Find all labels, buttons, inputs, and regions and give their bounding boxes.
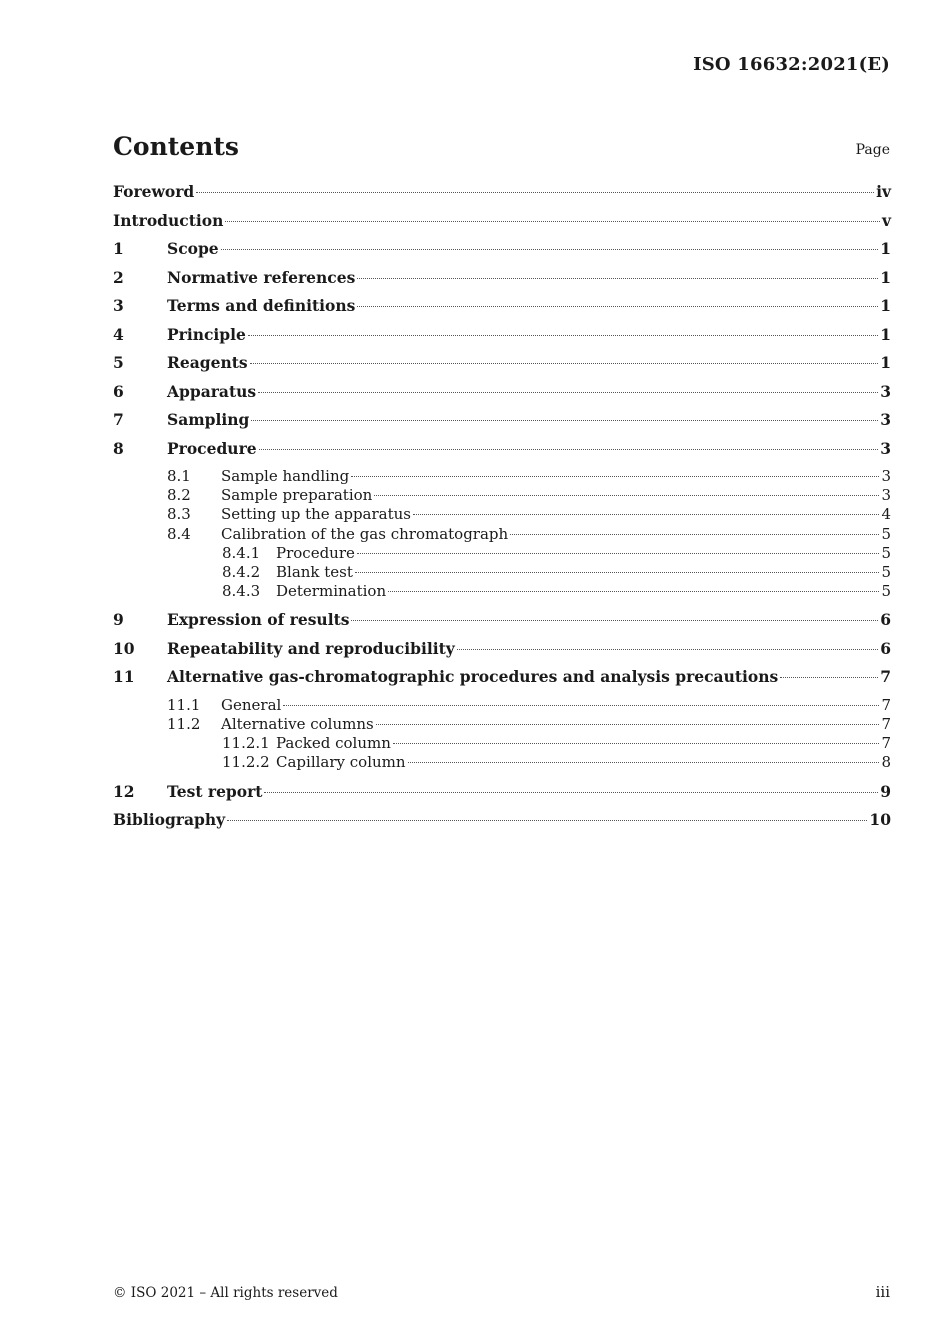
dot-leader — [351, 476, 879, 477]
dot-leader — [388, 591, 879, 592]
toc-entry-page[interactable]: 3 — [880, 381, 891, 401]
toc-entry[interactable] — [113, 467, 891, 486]
toc-entry-page[interactable]: 1 — [880, 267, 891, 287]
toc-entry-page[interactable]: v — [881, 210, 891, 230]
dot-leader — [225, 221, 880, 222]
toc-entry-page[interactable]: 7 — [881, 715, 891, 733]
toc-entry[interactable] — [113, 696, 891, 715]
toc-entry-title[interactable]: Bibliography — [113, 810, 226, 830]
toc-entry[interactable] — [113, 211, 891, 240]
toc-entry-page[interactable]: 1 — [880, 239, 891, 258]
toc-entry-page[interactable]: 5 — [881, 543, 891, 562]
dot-leader — [357, 306, 878, 307]
dot-leader — [408, 762, 880, 763]
toc-entry[interactable] — [113, 734, 891, 753]
toc-entry-page[interactable]: 3 — [880, 410, 891, 429]
dot-leader — [457, 649, 878, 650]
toc-entry-title[interactable]: Blank test — [276, 562, 353, 581]
toc-entry-title[interactable]: Determination — [276, 582, 387, 601]
dot-leader — [259, 449, 879, 450]
toc-entry[interactable] — [113, 182, 891, 211]
dot-leader — [357, 278, 878, 279]
toc-entry[interactable] — [113, 610, 891, 639]
toc-entry-title[interactable]: Introduction — [113, 210, 224, 230]
toc-entry[interactable] — [113, 382, 891, 411]
dot-leader — [351, 620, 878, 621]
toc-entry[interactable] — [113, 239, 891, 268]
toc-entry-page[interactable]: 1 — [880, 296, 891, 315]
toc-heading: Contents — [113, 132, 240, 161]
toc-entry-title[interactable]: Sample preparation — [221, 486, 373, 505]
toc-entry-number: 4 — [113, 324, 124, 344]
toc-entry-title[interactable]: Expression of results — [167, 610, 350, 630]
dot-leader — [196, 192, 874, 193]
toc-entry[interactable] — [113, 810, 891, 839]
toc-entry-page[interactable]: iv — [876, 182, 891, 201]
toc-entry-number: 11.2.1 — [222, 734, 270, 753]
toc-entry-title[interactable]: Capillary column — [276, 753, 406, 772]
toc-entry[interactable] — [113, 563, 891, 582]
toc-entry-number: 8.4.3 — [222, 582, 261, 601]
toc-entry-number: 11 — [113, 667, 135, 687]
dot-leader — [258, 392, 878, 393]
toc-entry-number: 9 — [113, 610, 124, 630]
toc-entry-title[interactable]: Alternative gas-chromatographic procedures and analysis precautions — [167, 667, 779, 687]
toc-entry-title[interactable]: Reagents — [167, 353, 248, 372]
toc-entry-page[interactable]: 7 — [881, 734, 891, 753]
toc-entry-number: 12 — [113, 781, 135, 801]
toc-entry-number: 10 — [113, 638, 135, 658]
dot-leader — [221, 249, 879, 250]
page-column-label: Page — [855, 142, 890, 158]
toc-entry-page[interactable]: 7 — [881, 695, 891, 714]
toc-entry-number: 8.2 — [167, 486, 191, 505]
toc-entry-title[interactable]: Setting up the apparatus — [221, 505, 411, 524]
document-id: ISO 16632:2021(E) — [693, 54, 890, 75]
dot-leader — [250, 363, 879, 364]
toc-entry-page[interactable]: 10 — [869, 810, 891, 830]
dot-leader — [376, 724, 880, 725]
toc-entry-title[interactable]: Sample handling — [221, 467, 350, 485]
toc-entry[interactable] — [113, 639, 891, 668]
toc-entry-number: 11.2.2 — [222, 753, 270, 772]
dot-leader — [510, 534, 879, 535]
toc-entry-title[interactable]: Packed column — [276, 734, 391, 753]
toc-entry-number: 8.1 — [167, 467, 191, 485]
dot-leader — [283, 705, 879, 706]
toc-entry-page[interactable]: 8 — [881, 753, 891, 772]
toc-entry[interactable] — [113, 353, 891, 382]
toc-entry[interactable] — [113, 544, 891, 563]
dot-leader — [357, 553, 880, 554]
toc-entry-page[interactable]: 6 — [880, 638, 891, 658]
toc-entry-title[interactable]: Terms and definitions — [167, 296, 356, 315]
toc-entry-title[interactable]: Foreword — [113, 182, 195, 201]
toc-entry-number: 6 — [113, 381, 124, 401]
dot-leader — [251, 420, 878, 421]
dot-leader — [780, 677, 878, 678]
toc-entry[interactable] — [113, 410, 891, 439]
toc-entry-title[interactable]: Procedure — [167, 438, 257, 458]
toc-entry[interactable] — [113, 325, 891, 354]
toc-entry-number: 11.2 — [167, 715, 201, 733]
toc-entry-page[interactable]: 1 — [880, 353, 891, 372]
toc-entry-number: 7 — [113, 410, 124, 429]
toc-entry-title[interactable]: General — [221, 695, 282, 714]
toc-entry-number: 2 — [113, 267, 124, 287]
dot-leader — [374, 495, 879, 496]
toc-entry-page[interactable]: 3 — [880, 438, 891, 458]
toc-entry-title[interactable]: Test report — [167, 781, 263, 801]
toc-entry-title[interactable]: Sampling — [167, 410, 250, 429]
toc-entry-number: 8 — [113, 438, 124, 458]
toc-entry-page[interactable]: 3 — [881, 486, 891, 505]
toc-entry-number: 8.4 — [167, 524, 191, 543]
toc-entry-number: 3 — [113, 296, 124, 315]
toc-entry-page[interactable]: 5 — [881, 562, 891, 581]
toc-entry-number: 1 — [113, 239, 124, 258]
toc-entry[interactable] — [113, 525, 891, 544]
toc-entry-number: 8.4.1 — [222, 543, 261, 562]
toc-entry[interactable] — [113, 486, 891, 505]
toc-entry-number: 11.1 — [167, 695, 201, 714]
toc-entry-title[interactable]: Scope — [167, 239, 219, 258]
dot-leader — [413, 514, 879, 515]
toc-entry[interactable] — [113, 296, 891, 325]
toc-entry[interactable] — [113, 505, 891, 524]
toc-entry-title[interactable]: Apparatus — [167, 381, 257, 401]
toc-entry-number: 5 — [113, 353, 124, 372]
toc-entry[interactable] — [113, 268, 891, 297]
toc-entry-page[interactable]: 5 — [881, 524, 891, 543]
toc-entry-title[interactable]: Principle — [167, 324, 246, 344]
toc-entry-page[interactable]: 1 — [880, 324, 891, 344]
toc-entry-page[interactable]: 5 — [881, 582, 891, 601]
footer-page-number: iii — [875, 1283, 890, 1301]
toc-entry-title[interactable]: Normative references — [167, 267, 356, 287]
dot-leader — [227, 820, 867, 821]
toc-entry-page[interactable]: 4 — [881, 505, 891, 524]
toc-entry-title[interactable]: Repeatability and reproducibility — [167, 638, 455, 658]
footer-copyright: © ISO 2021 – All rights reserved — [113, 1285, 338, 1301]
toc-entry-number: 8.4.2 — [222, 562, 261, 581]
toc-entry[interactable] — [113, 782, 891, 811]
toc-entry[interactable] — [113, 715, 891, 734]
toc-entry-title[interactable]: Calibration of the gas chromatograph — [221, 524, 509, 543]
dot-leader — [248, 335, 878, 336]
toc-entry-page[interactable]: 9 — [880, 781, 891, 801]
toc-entry-number: 8.3 — [167, 505, 191, 524]
toc-entry[interactable] — [113, 439, 891, 468]
toc-entry-title[interactable]: Alternative columns — [221, 715, 374, 733]
toc-entry[interactable] — [113, 753, 891, 772]
toc-entry-page[interactable]: 6 — [880, 610, 891, 630]
dot-leader — [355, 572, 880, 573]
toc-entry[interactable] — [113, 582, 891, 601]
toc-entry[interactable] — [113, 667, 891, 696]
toc-entry-title[interactable]: Procedure — [276, 543, 355, 562]
toc-entry-page[interactable]: 3 — [881, 467, 891, 485]
dot-leader — [393, 743, 880, 744]
dot-leader — [264, 792, 878, 793]
table-of-contents — [113, 182, 891, 839]
toc-entry-page[interactable]: 7 — [880, 667, 891, 687]
